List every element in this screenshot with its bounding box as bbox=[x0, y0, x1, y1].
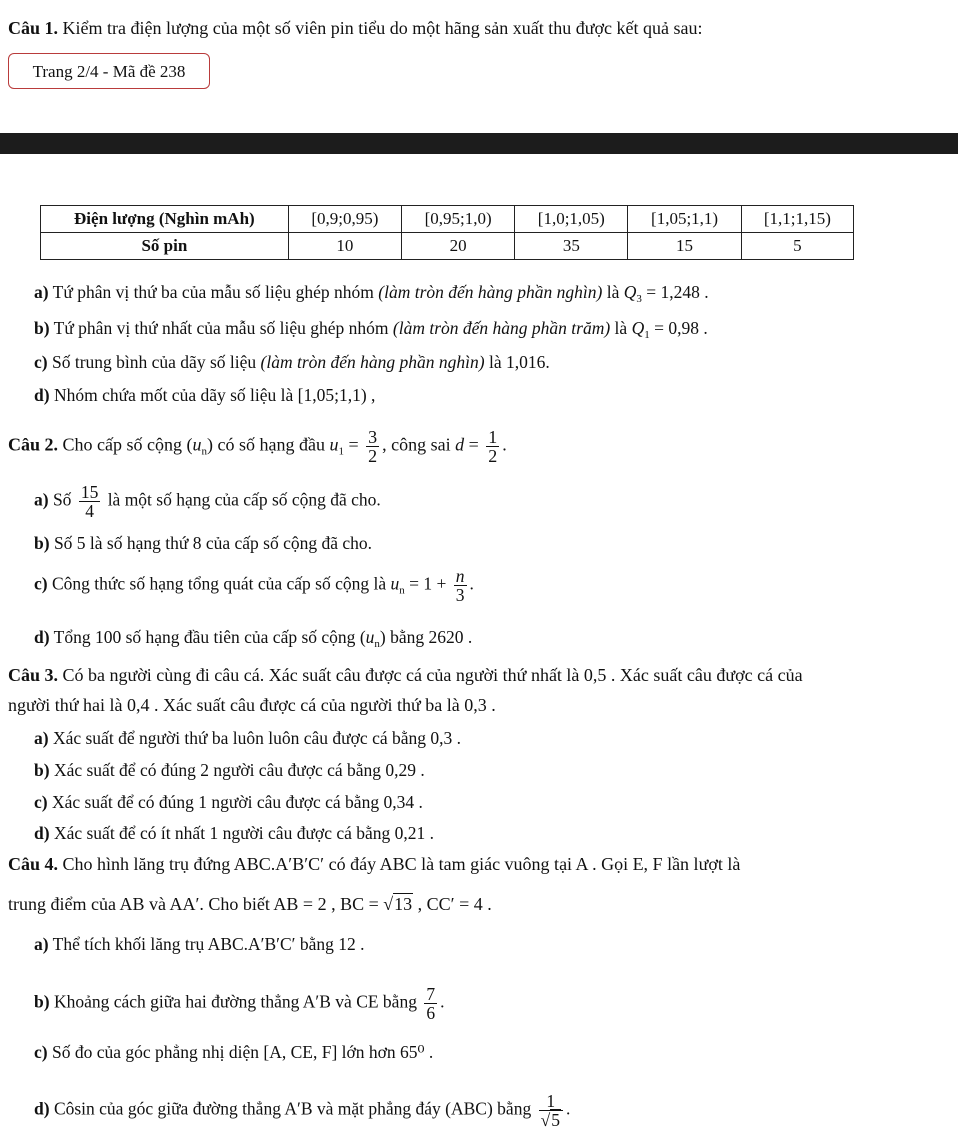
q1-item-b: b) Tứ phân vị thứ nhất của mẫu số liệu ghép nhóm (làm tròn đến hàng phần trăm) là $Q_1 = 0,98$ . bbox=[34, 318, 708, 341]
q1-label: Câu 1. bbox=[8, 18, 59, 38]
fraction: $\frac{1}{√5}$ bbox=[539, 1092, 563, 1129]
frequency-table bbox=[40, 205, 854, 260]
page-badge: Trang 2/4 - Mã đề 238 bbox=[8, 53, 210, 89]
q4-item-d: d) Côsin của góc giữa đường thẳng A′B và mặt phẳng đáy (ABC) bằng $\frac{1}{√5}$ . bbox=[34, 1091, 571, 1130]
table-cell: 10 bbox=[288, 233, 401, 260]
q3-item-b: b) Xác suất để có đúng 2 người câu được cá bằng 0,29 . bbox=[34, 760, 425, 780]
table-cell: [0,95;1,0) bbox=[401, 206, 514, 233]
table-cell: 20 bbox=[401, 233, 514, 260]
q4-stem: Câu 4. Cho hình lăng trụ đứng ABC.A′B′C′ có đáy ABC là tam giác vuông tại A . Gọi E, F lần lượt là bbox=[8, 854, 741, 874]
table-cell: [1,1;1,15) bbox=[741, 206, 853, 233]
table-row-label: Số pin bbox=[141, 236, 188, 255]
table-cell: 35 bbox=[515, 233, 628, 260]
q1-item-a: a) Tứ phân vị thứ ba của mẫu số liệu ghép nhóm (làm tròn đến hàng phần nghìn) là $Q_3 = 1,248$ . bbox=[34, 282, 709, 305]
q3-item-c: c) Xác suất để có đúng 1 người câu được cá bằng 0,34 . bbox=[34, 792, 423, 812]
q2-item-a: a) Số $\frac{15}{4}$ là một số hạng của cấp số cộng đã cho. bbox=[34, 482, 381, 521]
q4-item-c: c) Số đo của góc phẳng nhị diện [A, CE, F] lớn hơn 65⁰ . bbox=[34, 1042, 434, 1062]
q4-stem-line2: trung điểm của AB và AA′. Cho biết AB = 2 , BC = √13 , CC′ = 4 . bbox=[8, 894, 492, 914]
table-cell: 5 bbox=[741, 233, 853, 260]
table-cell: [0,9;0,95) bbox=[288, 206, 401, 233]
q3-label: Câu 3. bbox=[8, 665, 59, 685]
q3-item-a: a) Xác suất để người thứ ba luôn luôn câu được cá bằng 0,3 . bbox=[34, 728, 461, 748]
table-header-label: Điện lượng (Nghìn mAh) bbox=[74, 209, 255, 228]
table-cell: [1,0;1,05) bbox=[515, 206, 628, 233]
divider-bar bbox=[0, 133, 958, 154]
table-cell: [1,05;1,1) bbox=[628, 206, 741, 233]
q4-label: Câu 4. bbox=[8, 854, 59, 874]
q3-stem-line2: người thứ hai là 0,4 . Xác suất câu được cá của người thứ ba là 0,3 . bbox=[8, 695, 496, 715]
q3-stem: Câu 3. Có ba người cùng đi câu cá. Xác suất câu được cá của người thứ nhất là 0,5 . Xác suất câu được cá của bbox=[8, 665, 803, 685]
table-cell: 15 bbox=[628, 233, 741, 260]
q2-stem: Câu 2. Cho cấp số cộng $(u_n)$ có số hạng đầu $u_1$ = $\frac{3}{2}$ , công sai d = $\frac{1}{2}$ . bbox=[8, 427, 507, 466]
q2-item-b: b) Số 5 là số hạng thứ 8 của cấp số cộng đã cho. bbox=[34, 533, 373, 553]
fraction: $\frac{1}{2}$ bbox=[488, 427, 498, 466]
q3-item-d: d) Xác suất để có ít nhất 1 người câu được cá bằng 0,21 . bbox=[34, 823, 435, 843]
q1-item-c: c) Số trung bình của dãy số liệu (làm tròn đến hàng phần nghìn) là 1,016. bbox=[34, 352, 550, 372]
q1-item-d: d) Nhóm chứa mốt của dãy số liệu là [1,05;1,1) , bbox=[34, 385, 376, 405]
fraction: $\frac{7}{6}$ bbox=[426, 984, 436, 1023]
q1-stem: Câu 1. Kiểm tra điện lượng của một số viên pin tiểu do một hãng sản xuất thu được kết quả sau: bbox=[8, 18, 703, 38]
fraction: $\frac{3}{2}$ bbox=[368, 427, 378, 466]
table-row bbox=[41, 206, 854, 233]
q2-label: Câu 2. bbox=[8, 434, 59, 455]
q2-item-d: d) Tổng 100 số hạng đầu tiên của cấp số cộng $(u_n)$ bằng 2620 . bbox=[34, 627, 473, 650]
q2-item-c: c) Công thức số hạng tổng quát của cấp số cộng là $u_n = 1$ + $\frac{n}{3}$ . bbox=[34, 566, 474, 605]
fraction: $\frac{15}{4}$ bbox=[80, 482, 99, 521]
table-row bbox=[41, 233, 854, 260]
fraction: $\frac{n}{3}$ bbox=[455, 566, 465, 605]
q4-item-b: b) Khoảng cách giữa hai đường thẳng A′B và CE bằng $\frac{7}{6}$ . bbox=[34, 984, 445, 1023]
q4-item-a: a) Thể tích khối lăng trụ ABC.A′B′C′ bằng 12 . bbox=[34, 934, 365, 954]
